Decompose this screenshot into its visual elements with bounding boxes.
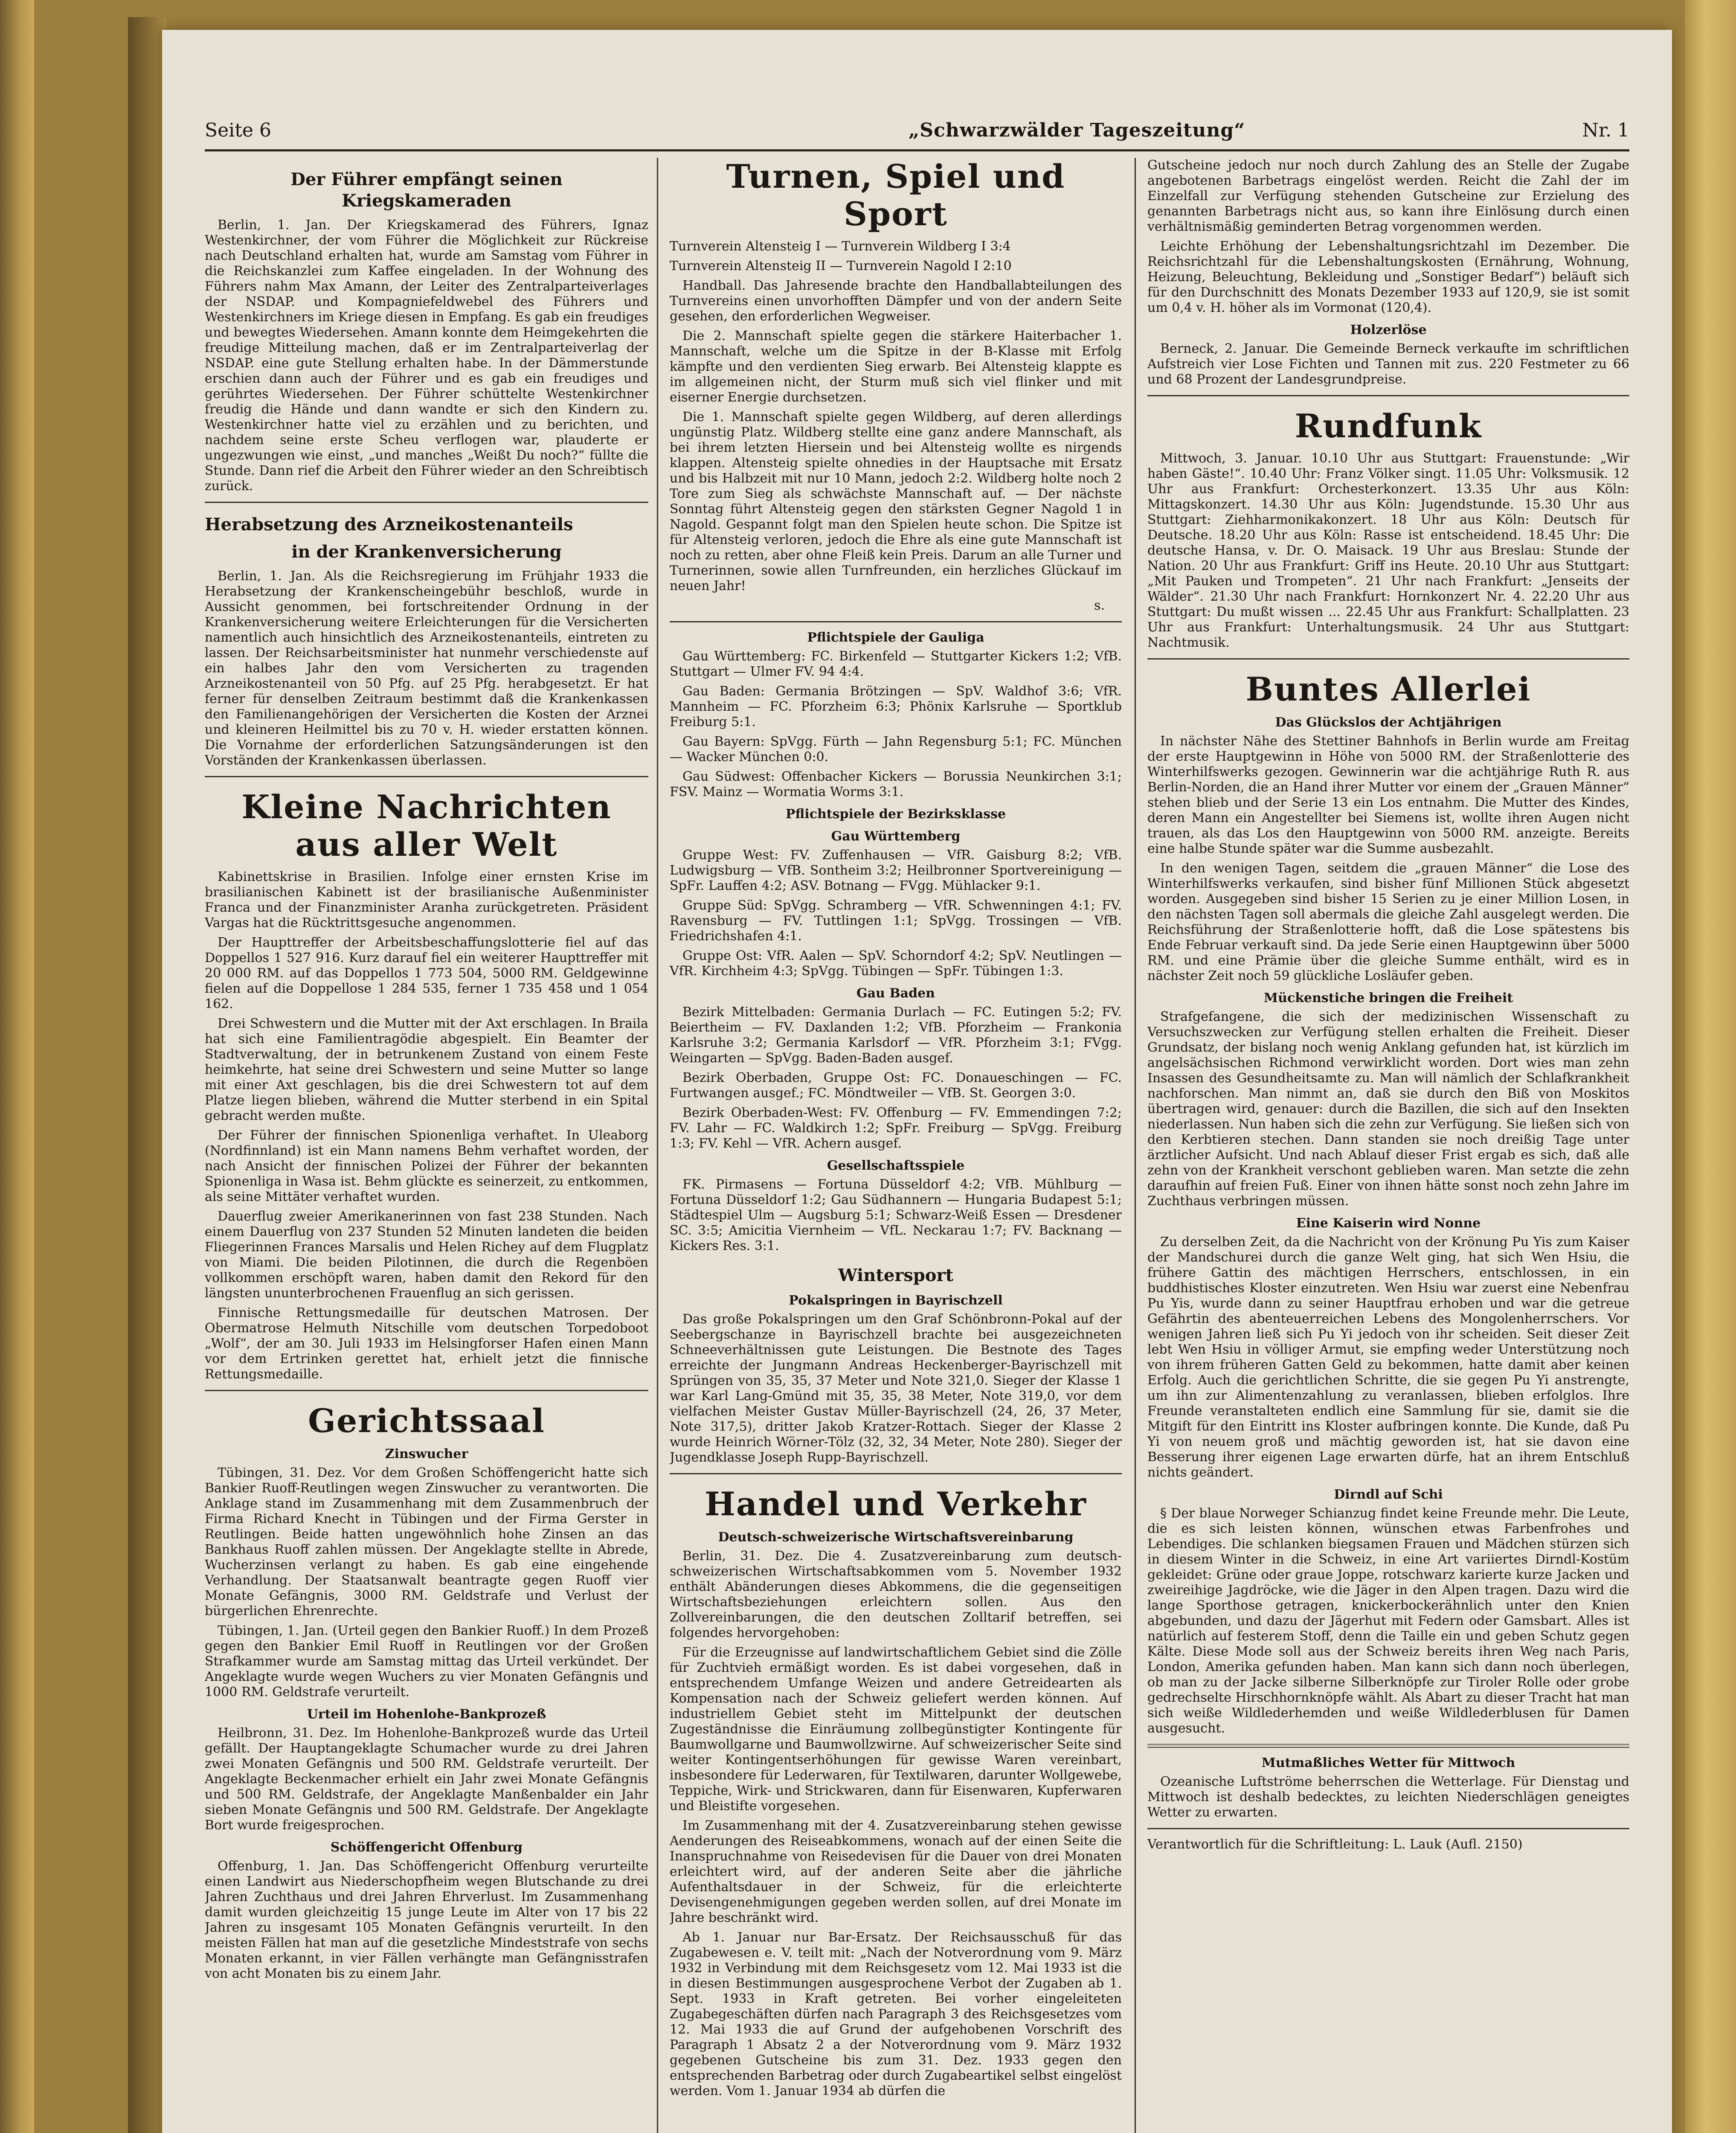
article-paragraph: Tübingen, 1. Jan. (Urteil gegen den Bankier Ruoff.) In dem Prozeß gegen den Bankier Emil Ruoff in Reutlingen vor der Großen Strafkammer wurde am Samstag mittag das Urteil verkündet. Der Angeklagte wurde wegen Wuchers zu vier Monaten Gefängnis und 1000 RM. Geldstrafe verurteilt. xyxy=(205,1623,648,1700)
result-line: Turnverein Altensteig I — Turnverein Wildberg I 3:4 xyxy=(670,239,1011,254)
news-item: Der Führer der finnischen Spionenliga verhaftet. In Uleaborg (Nordfinnland) ist ein Mann namens Behm verhaftet worden, der nach Ansicht der finnischen Polizei der Führer der bekannten Spionenliga in Wasa ist. Behm glückte es seinerzeit, zu entkommen, als seine Mittäter verhaftet wurden. xyxy=(205,1128,648,1204)
subheadline: Das Glückslos der Achtjährigen xyxy=(1275,715,1502,730)
article-paragraph: Heilbronn, 31. Dez. Im Hohenlohe-Bankprozeß wurde das Urteil gefällt. Der Hauptangeklagte Schumacher wurde zu drei Jahren zwei Monaten Gefängnis und 500 RM. Geldstrafe verurteilt. Der Angeklagte Beckenmacher erhielt ein Jahr zwei Monate Gefängnis und 500 RM. Geldstrafe, der Angeklagte Manßenbalder ein Jahr sieben Monate Gefängnis und 500 RM. Geldstrafe. Der Angeklagte Bort wurde freigesprochen. xyxy=(205,1726,648,1833)
section-headline: Wintersport xyxy=(838,1265,954,1285)
subheadline: Pflichtspiele der Bezirksklasse xyxy=(785,807,1006,822)
results-paragraph: Gau Baden: Germania Brötzingen — SpV. Waldhof 3:6; VfR. Mannheim — FC. Pforzheim 6:3; Phönix Karlsruhe — Sportklub Freiburg 5:1. xyxy=(670,684,1122,729)
subheadline: Zinswucher xyxy=(385,1447,468,1462)
subheadline: Gesellschaftsspiele xyxy=(827,1158,965,1173)
subheadline: Dirndl auf Schi xyxy=(1334,1487,1443,1502)
radio-schedule: Mittwoch, 3. Januar. 10.10 Uhr aus Stuttgart: Frauenstunde: „Wir haben Gäste!“. 10.40 Uhr: Franz Völker singt. 11.05 Uhr: Volksmusik. 12 Uhr aus Frankfurt: Orchesterkonzert. 13.35 Uhr aus Köln: Mittagskonzert. 14.30 Uhr aus Köln: Jugendstunde. 15.30 Uhr aus Stuttgart: Ziehharmonikakonzert. 18 Uhr aus Köln: Deutsch für Deutsche. 18.20 Uhr aus Köln: Rasse ist entscheidend. 18.45 Uhr: Die deutsche Hansa, v. Dr. O. Maisack. 19 Uhr aus Breslau: Stunde der Nation. 20 Uhr aus Frankfurt: Griff ins Heute. 20.10 Uhr aus Stuttgart: „Mit Pauken und Trompeten“. 21 Uhr nach Frankfurt: „Jenseits der Wälder“. 21.30 Uhr nach Frankfurt: Hornkonzert Nr. 4. 22.20 Uhr aus Stuttgart: Du mußt wissen ... 22.45 Uhr aus Frankfurt: Schallplatten. 23 Uhr aus Frankfurt: Unterhaltungsmusik. 24 Uhr aus Stuttgart: Nachtmusik. xyxy=(1147,451,1629,650)
article-paragraph: Handball. Das Jahresende brachte den Handballabteilungen des Turnvereins einen unvorhofften Dämpfer und von der andern Seite gesehen, den erforderlichen Wegweiser. xyxy=(670,278,1122,324)
imprint-line: Verantwortlich für die Schriftleitung: L. Lauk (Aufl. 2150) xyxy=(1147,1837,1523,1852)
divider xyxy=(1147,1744,1629,1748)
issue-number: Nr. 1 xyxy=(1582,119,1629,141)
results-paragraph: Gau Südwest: Offenbacher Kickers — Borussia Neunkirchen 3:1; FSV. Mainz — Wormatia Worms 3:1. xyxy=(670,769,1122,799)
article-paragraph: Für die Erzeugnisse auf landwirtschaftlichem Gebiet sind die Zölle für Zuchtvieh ermäßigt worden. Es ist dabei vorgesehen, daß in entsprechendem Umfange Weizen und andere Getreidearten als Kompensation nach der Schweiz geliefert werden können. Auf industriellem Gebiet steht im Mittelpunkt der deutschen Zugeständnisse die Einräumung zollbegünstigter Kontingente für Baumwollgarne und Baumwollzwirne. Auf schweizerischer Seite sind weiter Kontingentserhöhungen für gewisse Waren vereinbart, insbesondere für Lederwaren, für Textilwaren, darunter Wollgewebe, Teppiche, Wirk- und Strickwaren, dann für Eisenwaren, Kupferwaren und Bleistifte vorgesehen. xyxy=(670,1645,1122,1813)
article-paragraph: § Der blaue Norweger Schianzug findet keine Freunde mehr. Die Leute, die es sich leisten können, wünschen etwas Farbenfrohes und Lebendiges. Die schlanken biegsamen Frauen und Mädchen stürzen sich in diesem Winter in die Schweiz, in eine Art variiertes Dirndl-Kostüm gekleidet: Grüne oder graue Joppe, rotschwarz karierte kurze Jacken und zweireihige Jagdröcke, wie die Jäger in den Alpen tragen. Dazu wird die lange Sporthose getragen, knickerbockerähnlich unter den Knien abgebunden, und dazu der Jägerhut mit Federn oder Gamsbart. Alles ist natürlich auf festerem Stoff, denn die Taille ein und geben Schutz gegen Kälte. Diese Mode soll aus der Schweiz bereits ihren Weg nach Paris, London, Amerika gefunden haben. Man kann sich dann noch überlegen, ob man zu der Jacke silberne Silberknöpfe zur Tiroler Rolle oder grobe gedrechselte Hirschhornknöpfe wählt. Als Abart zu dieser Tracht hat man sich weiße Wildlederhemden und weiße Wildlederblusen für Damen ausgesucht. xyxy=(1147,1506,1629,1736)
page-header xyxy=(205,115,1629,151)
article-headline-line2: in der Krankenversicherung xyxy=(291,542,562,562)
news-item: Dauerflug zweier Amerikanerinnen von fast 238 Stunden. Nach einem Dauerflug von 237 Stunden 52 Minuten landeten die beiden Fliegerinnen Frances Marsalis und Helen Richey auf dem Flugplatz von Miami. Die beiden Pilotinnen, die durch die Regenböen vollkommen erschöpft waren, haben damit den Rekord für den längsten ununterbrochenen Frauenflug an sich gerissen. xyxy=(205,1209,648,1301)
news-item: Finnische Rettungsmedaille für deutschen Matrosen. Der Obermatrose Helmuth Nitschille vom deutschen Torpedoboot „Wolf“, der am 30. Juli 1933 im Helsingforser Hafen einen Mann vor dem Ertrinken gerettet hat, erhielt jetzt die finnische Rettungsmedaille. xyxy=(205,1305,648,1382)
results-paragraph: Bezirk Oberbaden, Gruppe Ost: FC. Donaueschingen — FC. Furtwangen ausgef.; FC. Möndtweiler — VfB. St. Georgen 3:0. xyxy=(670,1070,1122,1101)
article-paragraph: Strafgefangene, die sich der medizinischen Wissenschaft zu Versuchszwecken zur Verfügung stellen erhalten die Freiheit. Dieser Grundsatz, der bislang noch wenig Anklang gefunden hat, ist kürzlich im angelsächsischen Richmond verwirklicht worden. Dort wies man zehn Insassen des Gesundheitsamte zu. Man will nämlich der Schlafkrankheit nachforschen. Man nimmt an, daß sie durch den Biß von Moskitos übertragen wird, genauer: durch die Bazillen, die sich auf den Insekten niederlassen. Nun haben sich die zehn zur Verfügung. Sie ließen sich von den Kerbtieren stechen. Dann standen sie noch dreißig Tage unter ärztlicher Aufsicht. Und nach Ablauf dieser Frist ergab es sich, daß alle zehn von der Krankheit verschont geblieben waren. Man setzte die zehn daraufhin auf freien Fuß. Einer von ihnen hätte sonst noch zehn Jahre im Zuchthaus verbringen müssen. xyxy=(1147,1009,1629,1209)
article-paragraph: Gutscheine jedoch nur noch durch Zahlung des an Stelle der Zugabe angebotenen Barbetrags eingelöst werden. Reicht die Zahl der im Einzelfall zur Verfügung stehenden Gutscheine zur Erzielung des genannten Barbetrags nicht aus, so kann ihre Einlösung durch einen verhältnismäßig geminderten Betrag vorgenommen werden. xyxy=(1147,158,1629,234)
news-item: Der Haupttreffer der Arbeitsbeschaffungslotterie fiel auf das Doppellos 1 527 916. Kurz darauf fiel ein weiterer Haupttreffer mit 20 000 RM. auf das Doppellos 1 773 504, 5000 RM. Geldgewinne fielen auf die Doppellose 1 284 535, ferner 1 735 458 und 1 054 162. xyxy=(205,935,648,1011)
book-binding-right xyxy=(1685,0,1736,2133)
book-binding-left xyxy=(0,0,34,2133)
column-right xyxy=(1147,158,1629,2133)
divider xyxy=(1147,395,1629,396)
results-paragraph: Gruppe West: FV. Zuffenhausen — VfR. Gaisburg 8:2; VfB. Ludwigsburg — VfB. Sontheim 3:2; Heilbronner Sportvereinigung — SpFr. Lauffen 4:2; ASV. Botnang — FVgg. Mühlacker 9:1. xyxy=(670,848,1122,893)
subheadline: Schöffengericht Offenburg xyxy=(330,1840,523,1855)
section-headline: Kleine Nachrichten aus aller Welt xyxy=(241,788,612,863)
section-headline: Gerichtssaal xyxy=(308,1402,545,1440)
article-paragraph: Die 1. Mannschaft spielte gegen Wildberg, auf deren allerdings ungünstig Platz. Wildberg stellte eine ganz andere Mannschaft, als bei ihrem letzten Hiersein und bei Altensteig wollte es nirgends klappen. Altensteig spielte ohnedies in der Hauptsache mit Ersatz und bis Halbzeit mit nur 10 Mann, jedoch 2:2. Wildberg holte noch 2 Tore zum Sieg als schwächste Mannschaft auf. — Der nächste Sonntag führt Altensteig gegen den stärksten Gegner Nagold 1 in Nagold. Gespannt folgt man den Spielen heute schon. Die Spitze ist für Altensteig verloren, jedoch die Ehre als eine gute Mannschaft ist noch zu retten, aber ohne Fleiß kein Preis. Darum an alle Turner und Turnerinnen, sowie allen Turnfreunden, ein herzliches Glückauf im neuen Jahr! xyxy=(670,410,1122,593)
article-paragraph: In den wenigen Tagen, seitdem die „grauen Männer“ die Lose des Winterhilfswerks verkaufen, sind bisher fünf Millionen Stück abgesetzt worden. Ausgegeben sind bisher 15 Serien zu je einer Million Losen, in den nächsten Tagen soll abermals die gleiche Zahl ausgelegt werden. Die Reichsführung der Straßenlotterie hofft, daß die Lose spätestens bis Ende Februar verkauft sind. Da jede Serie einen Hauptgewinn über 5000 RM. und eine Prämie über die gleiche Summe enthält, wird es in nächster Zeit noch 59 glückliche Losläufer geben. xyxy=(1147,861,1629,983)
article-paragraph: Tübingen, 31. Dez. Vor dem Großen Schöffengericht hatte sich Bankier Ruoff-Reutlingen wegen Zinswucher zu verantworten. Die Anklage stand im Zusammenhang mit dem Zusammenbruch der Firma Richard Knecht in Tübingen und der Firma Gerster in Reutlingen. Beide hatten ungewöhnlich hohe Zinsen an das Bankhaus Ruoff zahlen müssen. Der Angeklagte stellte in Abrede, Wucherzinsen verlangt zu haben. Es gab eine eingehende Verhandlung. Der Staatsanwalt beantragte gegen Ruoff vier Monate Gefängnis, 3000 RM. Geldstrafe und Verlust der bürgerlichen Ehrenrechte. xyxy=(205,1465,648,1619)
article-paragraph: Berneck, 2. Januar. Die Gemeinde Berneck verkaufte im schriftlichen Aufstreich vier Lose Fichten und Tannen mit zus. 220 Festmeter zu 66 und 68 Prozent der Landesgrundpreise. xyxy=(1147,341,1629,387)
divider xyxy=(670,621,1122,622)
weather-headline: Mutmaßliches Wetter für Mittwoch xyxy=(1261,1755,1515,1770)
subheadline: Holzerlöse xyxy=(1350,323,1427,337)
result-line: Turnverein Altensteig II — Turnverein Nagold I 2:10 xyxy=(670,259,1012,273)
results-paragraph: Gau Württemberg: FC. Birkenfeld — Stuttgarter Kickers 1:2; VfB. Stuttgart — Ulmer FV. 94 4:4. xyxy=(670,649,1122,679)
article-paragraph: Die 2. Mannschaft spielte gegen die stärkere Haiterbacher 1. Mannschaft, welche um die Spitze in der B-Klasse mit Erfolg kämpfte und den verdienten Sieg erwarb. Bei Altensteig klappte es im allgemeinen nicht, der Sturm muß sich viel flinker und mit eiserner Energie durchsetzen. xyxy=(670,328,1122,405)
spine-shadow xyxy=(128,17,166,2133)
divider xyxy=(205,502,648,503)
newspaper-title: „Schwarzwälder Tageszeitung“ xyxy=(909,119,1245,141)
section-headline: Buntes Allerlei xyxy=(1245,670,1531,708)
subheadline: Eine Kaiserin wird Nonne xyxy=(1296,1216,1481,1231)
results-paragraph: Gau Bayern: SpVgg. Fürth — Jahn Regensburg 5:1; FC. München — Wacker München 0:0. xyxy=(670,734,1122,764)
article-headline: Der Führer empfängt seinen Kriegskameraden xyxy=(290,169,563,211)
subheadline: Pflichtspiele der Gauliga xyxy=(807,630,984,645)
article-paragraph: Berlin, 1. Jan. Der Kriegskamerad des Führers, Ignaz Westenkirchner, der vom Führer die Möglichkeit zur Rückreise nach Deutschland erhalten hat, wurde am Samstag vom Führer in die Reichskanzlei zum Kaffee eingeladen. In der Wohnung des Führers nahm Max Amann, der Leiter des Zentralparteiverlages der NSDAP. und Kompagniefeldwebel des Führers und Westenkirchners im Kriege diesen in Empfang. Es gab ein freudiges und bewegtes Wiedersehen. Amann konnte dem Heimgekehrten die freudige Mitteilung machen, daß er im Zentralparteiverlag der NSDAP. eine gute Stellung erhalten habe. In der Dämmerstunde erschien dann auch der Führer und es gab ein freudiges und gerührtes Wiedersehen. Der Führer schüttelte Westenkirchner freudig die Hände und dann wandte er sich den Kindern zu. Westenkirchner hatte viel zu erzählen und zu berichten, und nachdem seine erste Scheu verflogen war, plauderte er ungezwungen wie einst, „und manches „Weißt Du noch?“ füllte die Stunde. Dann rief die Arbeit den Führer wieder an den Schreibtisch zurück. xyxy=(205,218,648,494)
results-paragraph: Gruppe Ost: VfR. Aalen — SpV. Schorndorf 4:2; SpV. Neutlingen — VfR. Kirchheim 4:3; SpVgg. Tübingen — SpFr. Tübingen 1:3. xyxy=(670,948,1122,979)
article-paragraph: Das große Pokalspringen um den Graf Schönbronn-Pokal auf der Seebergschanze in Bayrischzell brachte bei ausgezeichneten Schneeverhältnissen gute Leistungen. Die Bestnote des Tages erreichte der Jungmann Andreas Heckenberger-Bayrischzell mit Sprüngen von 35, 35, 37 Meter und Note 321,0. Sieger der Klasse 1 war Karl Lang-Gmünd mit 35, 35, 38 Meter, Note 319,0, vor dem vielfachen Meister Gustav Müller-Bayrischzell (24, 26, 37 Meter, Note 317,5), dritter Jakob Kratzer-Rottach. Sieger der Klasse 2 wurde Heinrich Wörner-Tölz (32, 32, 34 Meter, Note 280). Sieger der Jugendklasse Joseph Rupp-Bayrischzell. xyxy=(670,1312,1122,1465)
article-paragraph: Offenburg, 1. Jan. Das Schöffengericht Offenburg verurteilte einen Landwirt aus Niederschopfheim wegen Blutschande zu drei Jahren Zuchthaus und drei Jahren Ehrverlust. Im Zusammenhang damit wurden gleichzeitig 15 junge Leute im Alter von 17 bis 22 Jahren zu insgesamt 105 Monaten Gefängnis verurteilt. In den meisten Fällen hat man auf die gesetzliche Mindeststrafe von sechs Monaten erkannt, in vier Fällen verhängte man Gefängnisstrafen von acht Monaten bis zu einem Jahr. xyxy=(205,1859,648,1981)
article-paragraph: Im Zusammenhang mit der 4. Zusatzvereinbarung stehen gewisse Aenderungen des Reiseabkommens, wonach auf der einen Seite die Inanspruchnahme von Reisedevisen für die Dauer von drei Monaten erleichtert wird, auf der anderen Seite aber die jährliche Aufenthaltsdauer in der Schweiz, für die erleichterte Devisengenehmigungen gegeben werden sollen, auf drei Monate im Jahre beschränkt wird. xyxy=(670,1818,1122,1925)
column-rule xyxy=(657,158,658,2133)
article-paragraph: Berlin, 31. Dez. Die 4. Zusatzvereinbarung zum deutsch-schweizerischen Wirtschaftsabkommen vom 5. November 1932 enthält Abänderungen dieses Abkommens, die die gegenseitigen Wirtschaftsbeziehungen erleichtern sollen. Aus den Zollvereinbarungen, die den deutschen Zolltarif betreffen, sei folgendes hervorgehoben: xyxy=(670,1549,1122,1640)
subheadline: Gau Württemberg xyxy=(831,829,961,844)
divider xyxy=(670,1473,1122,1474)
divider xyxy=(205,1390,648,1391)
article-paragraph: Leichte Erhöhung der Lebenshaltungsrichtzahl im Dezember. Die Reichsrichtzahl für die Lebenshaltungskosten (Ernährung, Wohnung, Heizung, Beleuchtung, Bekleidung und „Sonstiger Bedarf“) beläuft sich für den Durchschnitt des Monats Dezember 1933 auf 120,9, sie ist somit um 0,4 v. H. höher als im Vormonat (120,4). xyxy=(1147,239,1629,315)
divider xyxy=(1147,1828,1629,1829)
author-signature: s. xyxy=(1094,598,1105,613)
results-paragraph: FK. Pirmasens — Fortuna Düsseldorf 4:2; VfB. Mühlburg — Fortuna Düsseldorf 1:2; Gau Südhannern — Hungaria Budapest 5:1; Städtespiel Ulm — Augsburg 5:1; Schwarz-Weiß Essen — Dresdener SC. 3:5; Amicitia Viernheim — VfL. Neckarau 1:7; FV. Backnang — Kickers Res. 3:1. xyxy=(670,1177,1122,1253)
section-headline: Handel und Verkehr xyxy=(705,1485,1087,1523)
results-paragraph: Bezirk Mittelbaden: Germania Durlach — FC. Eutingen 5:2; FV. Beiertheim — FV. Daxlanden 1:2; VfB. Pforzheim — Frankonia Karlsruhe 3:2; Germania Karlsdorf — VfR. Pforzheim 3:1; FVgg. Weingarten — SpVgg. Baden-Baden ausgef. xyxy=(670,1005,1122,1066)
article-paragraph: In nächster Nähe des Stettiner Bahnhofs in Berlin wurde am Freitag der erste Hauptgewinn in Höhe von 5000 RM. der Straßenlotterie des Winterhilfswerks gezogen. Gewinnerin war die achtjährige Ruth R. aus Berlin-Norden, die an Hand ihrer Mutter vor einem der „Grauen Männer“ stehen blieb und der Serie 13 ein Los entnahm. Die Mutter des Kindes, deren Mann ein Angestellter bei Siemens ist, wollte ihren Augen nicht trauen, als das Los den Hauptgewinn von 5000 RM. anzeigte. Bereits eine halbe Stunde später war die Summe ausbezahlt. xyxy=(1147,734,1629,856)
news-item: Drei Schwestern und die Mutter mit der Axt erschlagen. In Braila hat sich eine Familientragödie abgespielt. Ein Beamter der Stadtverwaltung, der in betrunkenem Zustand von einem Feste heimkehrte, hat seine drei Schwestern und seine Mutter so lange mit einer Axt geschlagen, bis die drei Schwestern tot auf dem Platze liegen blieben, während die Mutter sterbend in ein Spital gebracht werden mußte. xyxy=(205,1016,648,1123)
article-paragraph: Zu derselben Zeit, da die Nachricht von der Krönung Pu Yis zum Kaiser der Mandschurei durch die ganze Welt ging, hat sich Wen Hsiu, die frühere Gattin des mächtigen Herrschers, entschlossen, in ein buddhistisches Kloster einzutreten. Wen Hsiu war zuerst eine Nebenfrau Pu Yis, wurde dann zu seiner Hauptfrau erhoben und war die getreue Gefährtin des abenteuerreichen Lebens des Mongolenherrschers. Vor wenigen Jahren ließ sich Pu Yi jedoch von ihr scheiden. Seit dieser Zeit lebt Wen Hsiu in völliger Armut, sie empfing weder Unterstützung noch von ihrem früheren Gatten Geld zu bekommen, hatte damit aber keinen Erfolg. Auch die gerichtlichen Schritte, die sie gegen Pu Yi anstrengte, um ihn zur Alimentenzahlung zu veranlassen, blieben erfolglos. Ihre Freunde veranstalteten endlich eine Sammlung für sie, damit sie die Mitgift für den Eintritt ins Kloster aufbringen konnte. Die Kunde, daß Pu Yi von neuem groß und mächtig geworden ist, hat sie davon eine Besserung ihrer eigenen Lage erwarten dürfe, hat an ihrem Entschluß nichts geändert. xyxy=(1147,1235,1629,1480)
column-middle xyxy=(670,158,1122,2133)
news-item: Kabinettskrise in Brasilien. Infolge einer ernsten Krise im brasilianischen Kabinett ist der brasilianische Außenminister Franca und der Finanzminister Aranha zurückgetreten. Präsident Vargas hat die Rücktrittsgesuche angenommen. xyxy=(205,869,648,930)
article-paragraph: Ab 1. Januar nur Bar-Ersatz. Der Reichsausschuß für das Zugabewesen e. V. teilt mit: „Nach der Notverordnung vom 9. März 1932 in Verbindung mit dem Reichsgesetz vom 12. Mai 1933 ist die in diesen Bestimmungen ausgesprochene Verbot der Zugaben ab 1. Sept. 1933 in Kraft getreten. Bei vorher eingeleiteten Zugabegeschäften dürfen nach Paragraph 3 des Reichsgesetzes vom 12. Mai 1933 die auf Grund der aufgehobenen Vorschrift des Paragraph 1 Absatz 2 a der Notverordnung vom 9. März 1932 gegebenen Gutscheine bis zum 31. Dez. 1933 gegen den entsprechenden Barbetrag oder durch Zugabeartikel selbst eingelöst werden. Vom 1. Januar 1934 ab dürfen die xyxy=(670,1930,1122,2098)
subheadline: Urteil im Hohenlohe-Bankprozeß xyxy=(307,1707,546,1722)
weather-text: Ozeanische Luftströme beherrschen die Wetterlage. Für Dienstag und Mittwoch ist deshalb bedecktes, zu leichten Niederschlägen geneigtes Wetter zu erwarten. xyxy=(1147,1774,1629,1820)
section-headline: Turnen, Spiel und Sport xyxy=(726,158,1065,233)
divider xyxy=(1147,658,1629,660)
section-headline: Rundfunk xyxy=(1295,407,1482,445)
article-headline: Herabsetzung des Arzneikostenanteils xyxy=(205,514,573,535)
column-left xyxy=(205,158,648,2133)
subheadline: Pokalspringen in Bayrischzell xyxy=(789,1293,1003,1308)
newspaper-page xyxy=(162,30,1672,2133)
page-number: Seite 6 xyxy=(205,119,271,141)
subheadline: Mückenstiche bringen die Freiheit xyxy=(1263,991,1513,1005)
divider xyxy=(205,776,648,777)
results-paragraph: Gruppe Süd: SpVgg. Schramberg — VfR. Schwenningen 4:1; FV. Ravensburg — FV. Tuttlingen 1:1; SpVgg. Trossingen — VfB. Friedrichshafen 4:1. xyxy=(670,898,1122,944)
article-paragraph: Berlin, 1. Jan. Als die Reichsregierung im Frühjahr 1933 die Herabsetzung der Krankenscheingebühr beschloß, wurde in Aussicht genommen, bei fortschreitender Ordnung in der Krankenversicherung weitere Erleichterungen für die Versicherten namentlich auch hinsichtlich des Arzneikostenanteils, eintreten zu lassen. Der Reichsarbeitsminister hat nunmehr verschiedenste auf ein halbes Jahr den vom Versicherten zu tragenden Arzneikostenanteil von 50 Pfg. auf 25 Pfg. herabgesetzt. Er hat ferner für denselben Zeitraum bestimmt daß die Krankenkassen den Familienangehörigen der Versicherten die Kosten der Arznei und kleineren Heilmittel bis zu 70 v. H. wieder erstatten können. Die Vornahme der erforderlichen Satzungsänderungen ist den Vorständen der Krankenkassen überlassen. xyxy=(205,569,648,768)
subheadline: Deutsch-schweizerische Wirtschaftsvereinbarung xyxy=(718,1530,1074,1545)
subheadline: Gau Baden xyxy=(856,986,935,1001)
results-paragraph: Bezirk Oberbaden-West: FV. Offenburg — FV. Emmendingen 7:2; FV. Lahr — FC. Waldkirch 1:2; SpFr. Freiburg — SpVgg. Freiburg 1:3; FV. Kehl — VfR. Achern ausgef. xyxy=(670,1105,1122,1151)
column-rule xyxy=(1135,158,1136,2133)
